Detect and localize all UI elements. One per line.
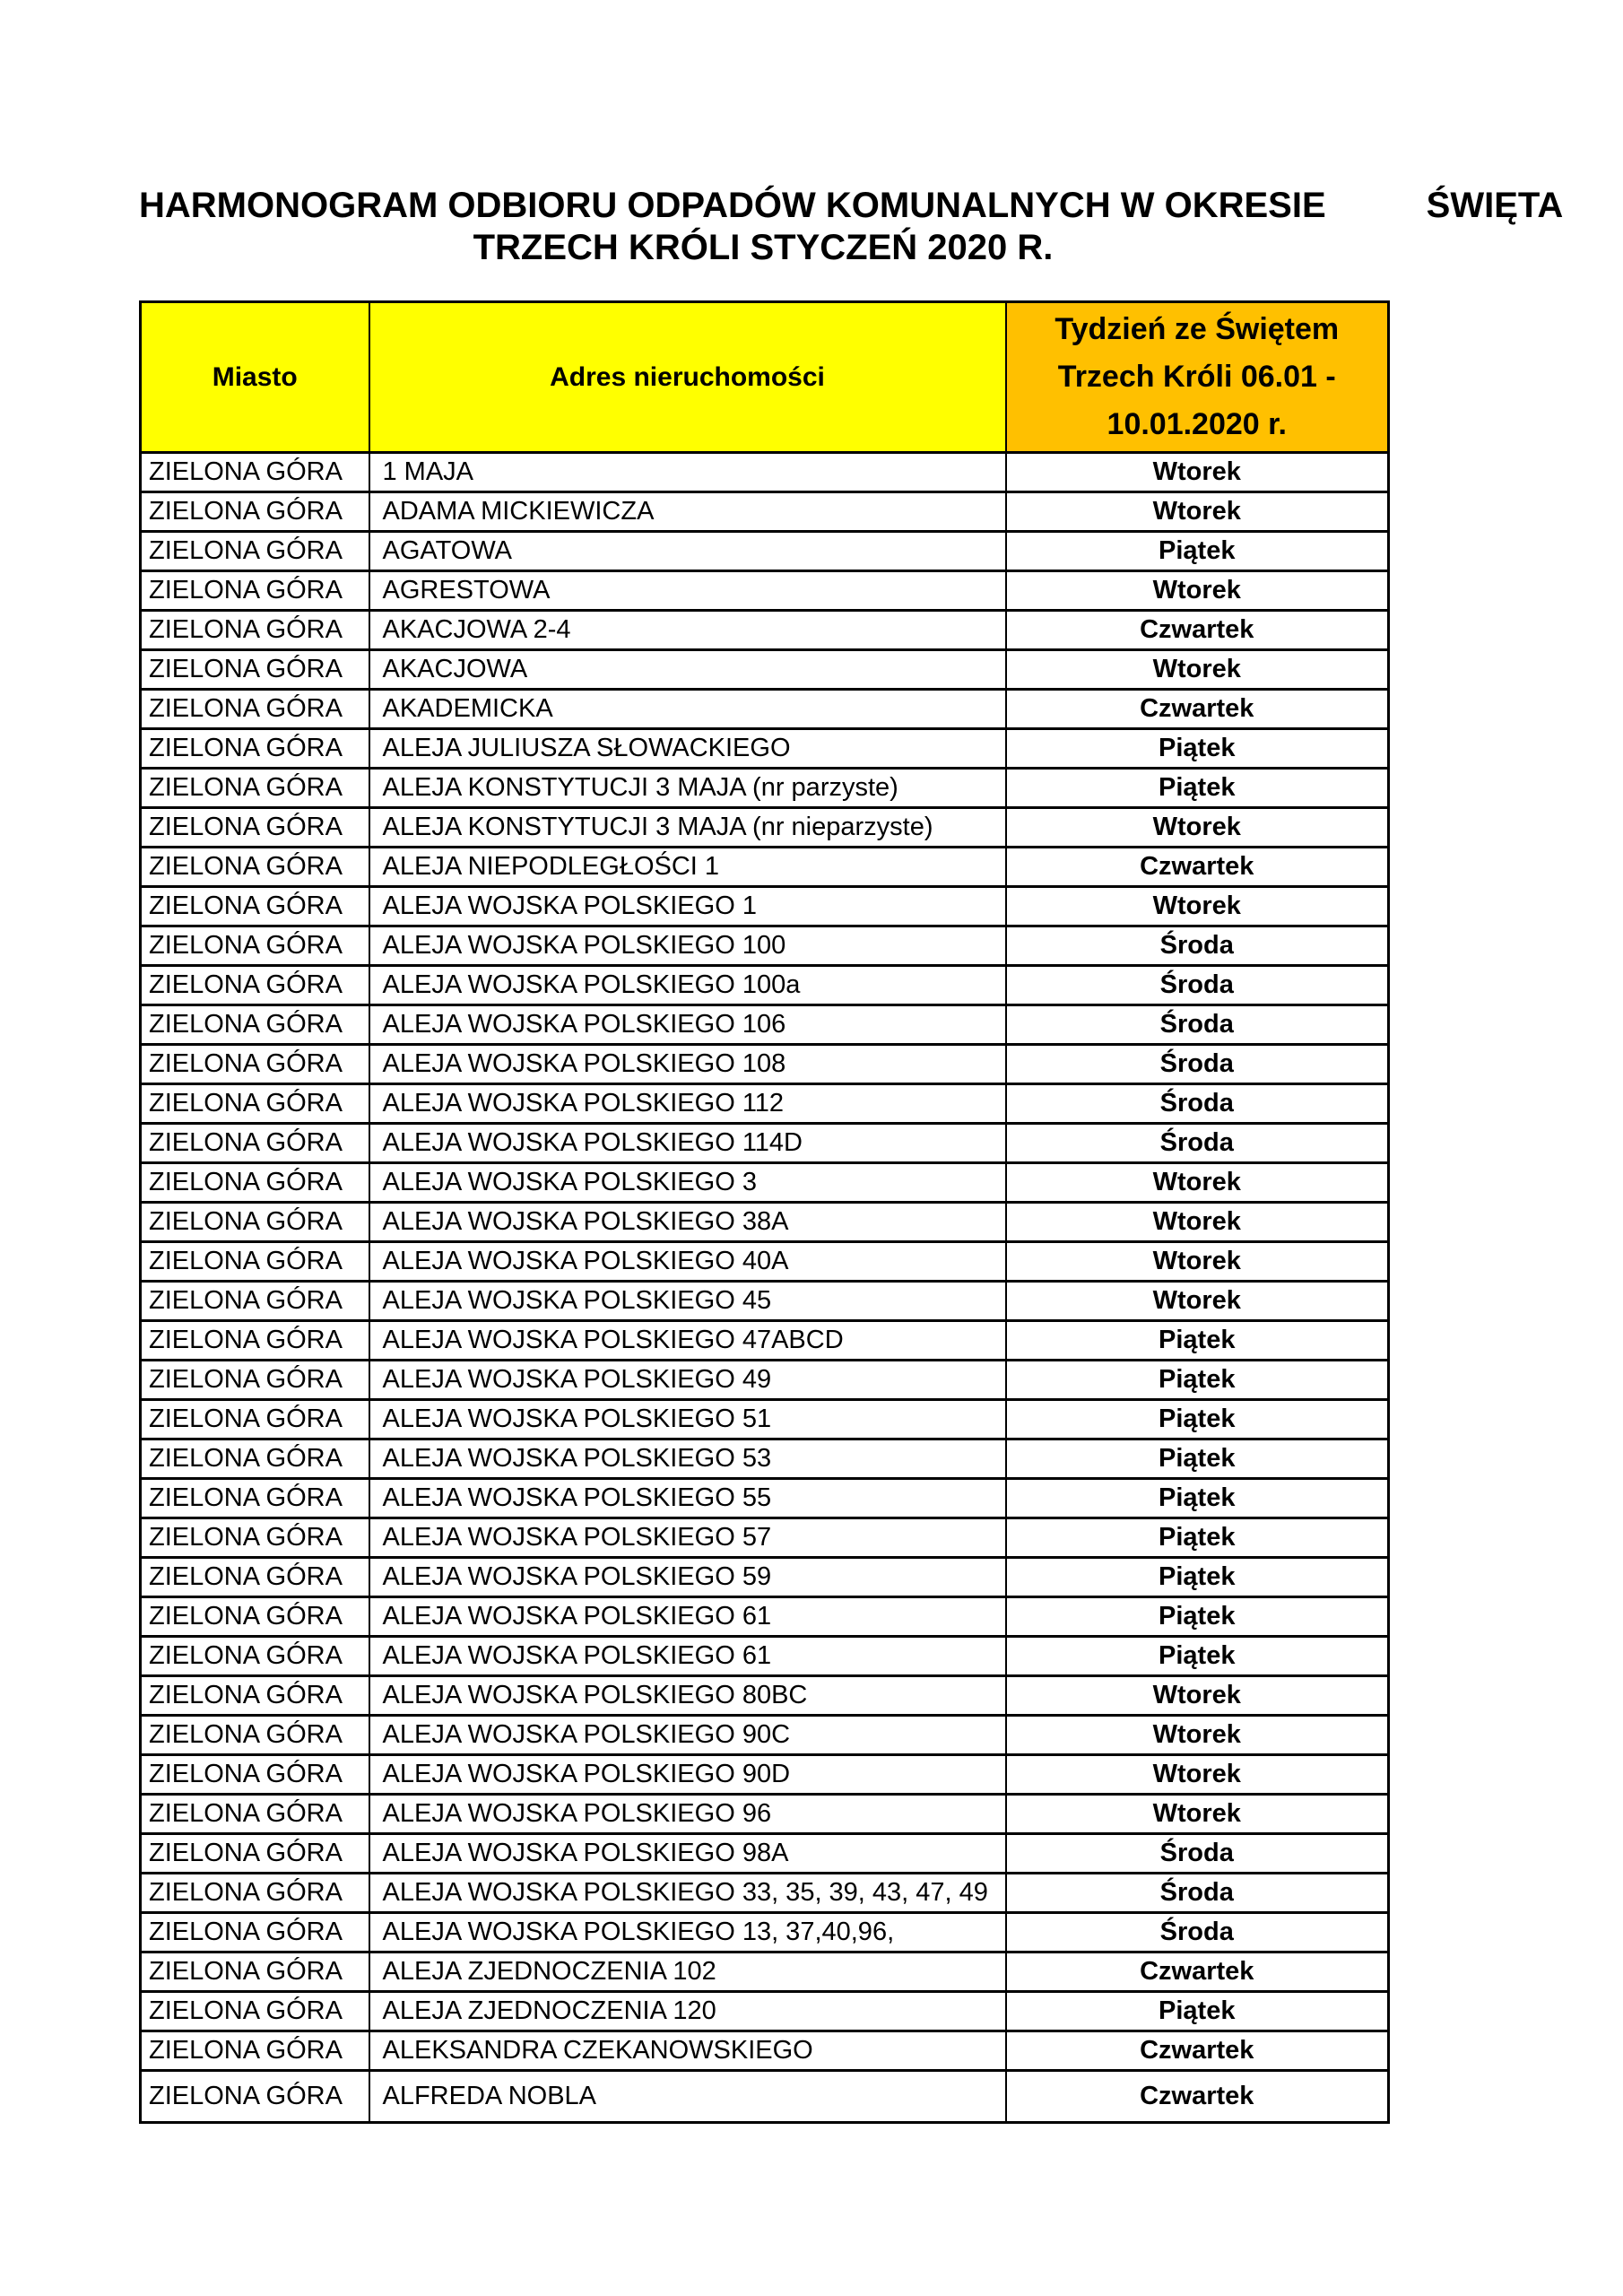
table-row [141,966,1389,1005]
address-cell: ALEJA WOJSKA POLSKIEGO 1 [369,887,1006,926]
city-cell: ZIELONA GÓRA [141,1084,369,1124]
column-header-tydzien: Tydzień ze Świętem Trzech Króli 06.01 - 10.01.2020 r. [1006,302,1389,453]
day-cell: Piątek [1006,1637,1389,1676]
day-cell: Środa [1006,926,1389,966]
address-cell: ALEJA WOJSKA POLSKIEGO 108 [369,1045,1006,1084]
header-row [141,302,1389,453]
table-row [141,571,1389,611]
day-cell: Piątek [1006,1992,1389,2031]
address-cell: ALEJA KONSTYTUCJI 3 MAJA (nr parzyste) [369,769,1006,808]
table-row [141,769,1389,808]
day-cell: Piątek [1006,1361,1389,1400]
address-cell: ALEJA WOJSKA POLSKIEGO 114D [369,1124,1006,1163]
table-row [141,1913,1389,1952]
city-cell: ZIELONA GÓRA [141,1124,369,1163]
city-cell: ZIELONA GÓRA [141,1361,369,1400]
address-cell: ALEJA WOJSKA POLSKIEGO 38A [369,1203,1006,1242]
city-cell: ZIELONA GÓRA [141,848,369,887]
day-cell: Wtorek [1006,571,1389,611]
city-cell: ZIELONA GÓRA [141,769,369,808]
city-cell: ZIELONA GÓRA [141,966,369,1005]
day-cell: Wtorek [1006,453,1389,492]
table-row [141,848,1389,887]
table-row [141,1400,1389,1439]
address-cell: ALEJA WOJSKA POLSKIEGO 100 [369,926,1006,966]
address-cell: ALEJA KONSTYTUCJI 3 MAJA (nr nieparzyste) [369,808,1006,848]
day-cell: Środa [1006,1874,1389,1913]
day-cell: Czwartek [1006,1952,1389,1992]
address-cell: AGATOWA [369,532,1006,571]
day-cell: Środa [1006,966,1389,1005]
city-cell: ZIELONA GÓRA [141,1558,369,1597]
address-cell: ALEJA WOJSKA POLSKIEGO 112 [369,1084,1006,1124]
day-cell: Piątek [1006,1400,1389,1439]
table-row [141,1597,1389,1637]
table-row [141,1558,1389,1597]
address-cell: ALEJA WOJSKA POLSKIEGO 96 [369,1795,1006,1834]
address-cell: ALEJA WOJSKA POLSKIEGO 98A [369,1834,1006,1874]
address-cell: ALEJA WOJSKA POLSKIEGO 33, 35, 39, 43, 47, 49 [369,1874,1006,1913]
day-cell: Czwartek [1006,848,1389,887]
table-row [141,1755,1389,1795]
table-row [141,1361,1389,1400]
day-cell: Czwartek [1006,690,1389,729]
table-row [141,1637,1389,1676]
table-row [141,1992,1389,2031]
day-cell: Środa [1006,1834,1389,1874]
day-cell: Piątek [1006,1518,1389,1558]
address-cell: ALEJA WOJSKA POLSKIEGO 47ABCD [369,1321,1006,1361]
title-line1-right: ŚWIĘTA [1426,186,1564,225]
day-cell: Środa [1006,1005,1389,1045]
address-cell: ALEJA WOJSKA POLSKIEGO 3 [369,1163,1006,1203]
schedule-table-header [141,302,1389,453]
table-row [141,492,1389,532]
table-row [141,1952,1389,1992]
city-cell: ZIELONA GÓRA [141,887,369,926]
address-cell: ALEJA WOJSKA POLSKIEGO 45 [369,1282,1006,1321]
schedule-table-body [141,453,1389,2123]
city-cell: ZIELONA GÓRA [141,808,369,848]
day-cell: Piątek [1006,1479,1389,1518]
address-cell: ALEJA WOJSKA POLSKIEGO 106 [369,1005,1006,1045]
city-cell: ZIELONA GÓRA [141,1479,369,1518]
city-cell: ZIELONA GÓRA [141,1676,369,1716]
address-cell: ALEJA WOJSKA POLSKIEGO 59 [369,1558,1006,1597]
day-cell: Wtorek [1006,1676,1389,1716]
table-row [141,1321,1389,1361]
table-row [141,887,1389,926]
document-title [139,185,1564,269]
table-row [141,1518,1389,1558]
address-cell: ALEJA WOJSKA POLSKIEGO 40A [369,1242,1006,1282]
day-cell: Wtorek [1006,1755,1389,1795]
table-row [141,1834,1389,1874]
table-row [141,1479,1389,1518]
address-cell: ALEJA NIEPODLEGŁOŚCI 1 [369,848,1006,887]
table-row [141,2071,1389,2123]
table-row [141,611,1389,650]
document-title-line1 [139,185,1564,227]
city-cell: ZIELONA GÓRA [141,729,369,769]
city-cell: ZIELONA GÓRA [141,1400,369,1439]
city-cell: ZIELONA GÓRA [141,1992,369,2031]
day-cell: Piątek [1006,1321,1389,1361]
day-cell: Czwartek [1006,2031,1389,2071]
address-cell: ALEJA WOJSKA POLSKIEGO 55 [369,1479,1006,1518]
table-row [141,1716,1389,1755]
day-cell: Piątek [1006,532,1389,571]
day-cell: Środa [1006,1045,1389,1084]
address-cell: ALEJA WOJSKA POLSKIEGO 51 [369,1400,1006,1439]
table-row [141,690,1389,729]
day-cell: Wtorek [1006,1716,1389,1755]
city-cell: ZIELONA GÓRA [141,1952,369,1992]
city-cell: ZIELONA GÓRA [141,1795,369,1834]
day-cell: Wtorek [1006,1203,1389,1242]
day-cell: Środa [1006,1913,1389,1952]
address-cell: ALEJA WOJSKA POLSKIEGO 13, 37,40,96, [369,1913,1006,1952]
address-cell: ALEJA WOJSKA POLSKIEGO 80BC [369,1676,1006,1716]
address-cell: AGRESTOWA [369,571,1006,611]
table-row [141,1676,1389,1716]
city-cell: ZIELONA GÓRA [141,1597,369,1637]
table-row [141,1005,1389,1045]
city-cell: ZIELONA GÓRA [141,1439,369,1479]
schedule-table [139,300,1390,2124]
day-cell: Wtorek [1006,650,1389,690]
day-cell: Wtorek [1006,1242,1389,1282]
city-cell: ZIELONA GÓRA [141,1321,369,1361]
address-cell: ALEJA ZJEDNOCZENIA 102 [369,1952,1006,1992]
table-row [141,1045,1389,1084]
table-row [141,1163,1389,1203]
table-row [141,1084,1389,1124]
address-cell: ALEJA WOJSKA POLSKIEGO 90D [369,1755,1006,1795]
day-cell: Wtorek [1006,887,1389,926]
city-cell: ZIELONA GÓRA [141,2031,369,2071]
city-cell: ZIELONA GÓRA [141,1637,369,1676]
table-row [141,808,1389,848]
city-cell: ZIELONA GÓRA [141,453,369,492]
day-cell: Piątek [1006,1558,1389,1597]
city-cell: ZIELONA GÓRA [141,690,369,729]
table-row [141,650,1389,690]
title-line1-left: HARMONOGRAM ODBIORU ODPADÓW KOMUNALNYCH W OKRESIE [139,186,1326,225]
table-row [141,1242,1389,1282]
address-cell: ALEJA ZJEDNOCZENIA 120 [369,1992,1006,2031]
city-cell: ZIELONA GÓRA [141,1834,369,1874]
table-row [141,453,1389,492]
city-cell: ZIELONA GÓRA [141,1005,369,1045]
address-cell: ALEJA WOJSKA POLSKIEGO 100a [369,966,1006,1005]
day-cell: Czwartek [1006,611,1389,650]
table-row [141,1795,1389,1834]
day-cell: Wtorek [1006,808,1389,848]
city-cell: ZIELONA GÓRA [141,611,369,650]
table-row [141,1439,1389,1479]
day-cell: Wtorek [1006,492,1389,532]
city-cell: ZIELONA GÓRA [141,1282,369,1321]
day-cell: Wtorek [1006,1163,1389,1203]
day-cell: Piątek [1006,1439,1389,1479]
city-cell: ZIELONA GÓRA [141,1242,369,1282]
document-title-line2: TRZECH KRÓLI STYCZEŃ 2020 R. [473,228,1054,267]
table-row [141,1203,1389,1242]
city-cell: ZIELONA GÓRA [141,1913,369,1952]
city-cell: ZIELONA GÓRA [141,926,369,966]
table-row [141,1282,1389,1321]
city-cell: ZIELONA GÓRA [141,1203,369,1242]
city-cell: ZIELONA GÓRA [141,1163,369,1203]
address-cell: 1 MAJA [369,453,1006,492]
address-cell: ALEJA WOJSKA POLSKIEGO 61 [369,1597,1006,1637]
address-cell: ALEJA WOJSKA POLSKIEGO 53 [369,1439,1006,1479]
day-cell: Wtorek [1006,1282,1389,1321]
table-row [141,1124,1389,1163]
address-cell: AKACJOWA 2-4 [369,611,1006,650]
table-row [141,2031,1389,2071]
city-cell: ZIELONA GÓRA [141,1755,369,1795]
address-cell: AKADEMICKA [369,690,1006,729]
day-cell: Piątek [1006,1597,1389,1637]
address-cell: ALEJA JULIUSZA SŁOWACKIEGO [369,729,1006,769]
city-cell: ZIELONA GÓRA [141,650,369,690]
table-row [141,926,1389,966]
address-cell: ALFREDA NOBLA [369,2071,1006,2123]
address-cell: ALEKSANDRA CZEKANOWSKIEGO [369,2031,1006,2071]
city-cell: ZIELONA GÓRA [141,1716,369,1755]
address-cell: ADAMA MICKIEWICZA [369,492,1006,532]
address-cell: ALEJA WOJSKA POLSKIEGO 49 [369,1361,1006,1400]
table-row [141,729,1389,769]
day-cell: Czwartek [1006,2071,1389,2123]
column-header-miasto: Miasto [141,302,369,453]
day-cell: Środa [1006,1124,1389,1163]
day-cell: Piątek [1006,729,1389,769]
day-cell: Piątek [1006,769,1389,808]
address-cell: ALEJA WOJSKA POLSKIEGO 61 [369,1637,1006,1676]
city-cell: ZIELONA GÓRA [141,492,369,532]
column-header-adres: Adres nieruchomości [369,302,1006,453]
city-cell: ZIELONA GÓRA [141,2071,369,2123]
city-cell: ZIELONA GÓRA [141,1518,369,1558]
table-row [141,1874,1389,1913]
table-row [141,532,1389,571]
city-cell: ZIELONA GÓRA [141,571,369,611]
address-cell: ALEJA WOJSKA POLSKIEGO 57 [369,1518,1006,1558]
city-cell: ZIELONA GÓRA [141,1874,369,1913]
address-cell: AKACJOWA [369,650,1006,690]
address-cell: ALEJA WOJSKA POLSKIEGO 90C [369,1716,1006,1755]
day-cell: Środa [1006,1084,1389,1124]
city-cell: ZIELONA GÓRA [141,1045,369,1084]
city-cell: ZIELONA GÓRA [141,532,369,571]
day-cell: Wtorek [1006,1795,1389,1834]
